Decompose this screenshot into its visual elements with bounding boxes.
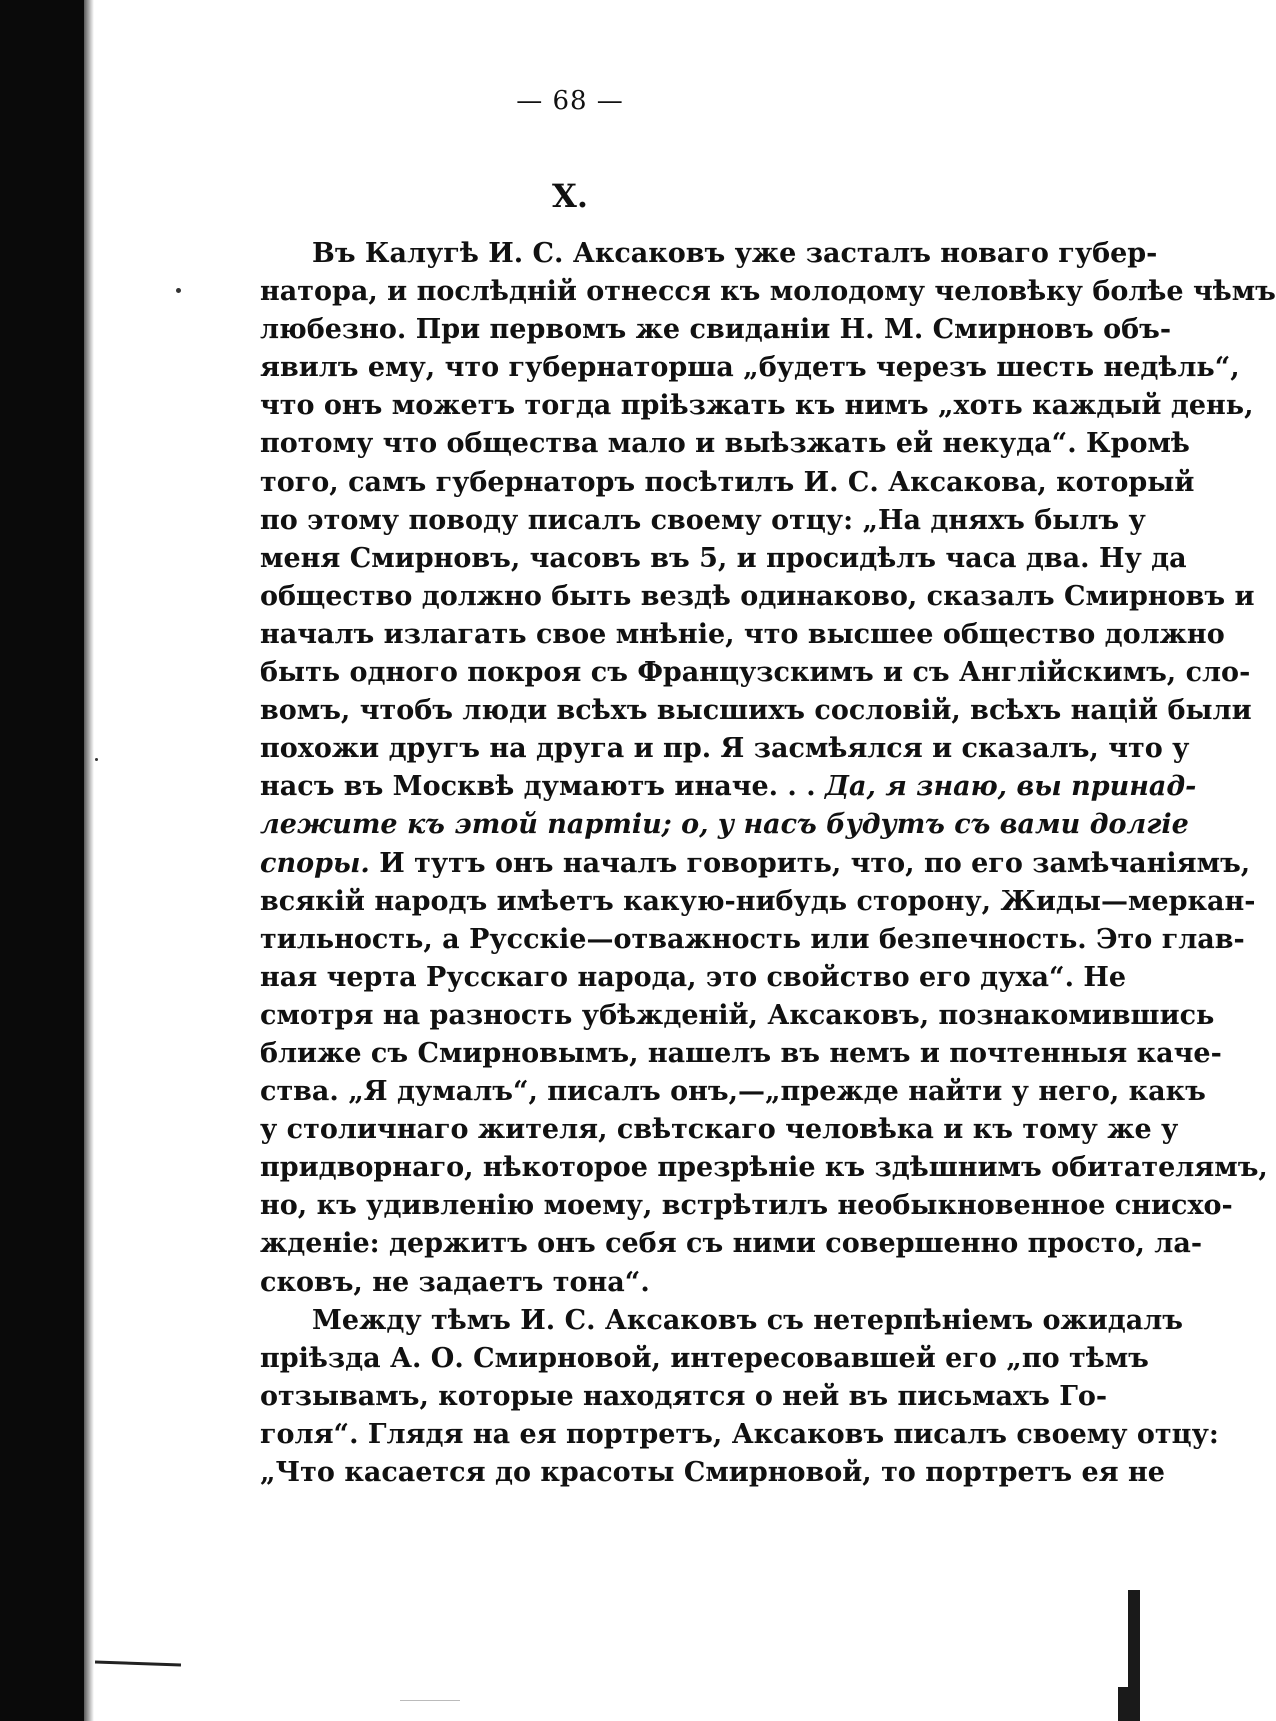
text-line: отзывамъ, которые находятся о ней въ письмахъ Го- — [260, 1380, 1108, 1412]
body-text — [260, 235, 1276, 1492]
text-line: по этому поводу писалъ своему отцу: „На дняхъ былъ у — [260, 504, 1146, 536]
italic-quote: лежите къ этой партіи; о, у насъ будутъ съ вами долгіе — [260, 809, 1189, 841]
text-line: Между тѣмъ И. С. Аксаковъ съ нетерпѣніемъ ожидалъ — [312, 1304, 1184, 1336]
text-line: „Что касается до красоты Смирновой, то портретъ ея не — [260, 1457, 1165, 1488]
text-line: явилъ ему, что губернаторша „будетъ черезъ шесть недѣль“, — [260, 352, 1240, 384]
text-line: потому что общества мало и выѣзжать ей некуда“. Кромѣ — [260, 428, 1190, 460]
bottom-scan-line — [400, 1700, 460, 1701]
text-line: меня Смирновъ, часовъ въ 5, и просидѣлъ часа два. Ну да — [260, 542, 1187, 574]
text-line: любезно. При первомъ же свиданіи Н. М. Смирновъ объ- — [260, 314, 1172, 346]
text-line: ства. „Я думалъ“, писалъ онъ,—„прежде найти у него, какъ — [260, 1076, 1206, 1108]
text-line: вомъ, чтобъ люди всѣхъ высшихъ сословій, всѣхъ націй были — [260, 695, 1252, 727]
text-line: всякій народъ имѣетъ какую-нибудь сторону, Жиды—меркан- — [260, 885, 1256, 917]
text-line: началъ излагать свое мнѣніе, что высшее общество должно — [260, 618, 1225, 650]
text-line: жденіе: держитъ онъ себя съ ними совершенно просто, ла- — [260, 1228, 1203, 1260]
italic-quote: споры. — [260, 847, 370, 879]
text-line: того, самъ губернаторъ посѣтилъ И. С. Аксакова, который — [260, 466, 1195, 498]
scan-binding-fade — [84, 0, 94, 1721]
text-line: сковъ, не задаетъ тона“. — [260, 1266, 650, 1298]
margin-ink-mark — [95, 1661, 181, 1667]
scan-binding-shadow — [0, 0, 84, 1721]
text-line: общество должно быть вездѣ одинаково, сказалъ Смирновъ и — [260, 580, 1255, 612]
scan-speck — [95, 758, 98, 761]
text-line — [260, 806, 1189, 844]
text-line: пріѣзда А. О. Смирновой, интересовавшей его „по тѣмъ — [260, 1342, 1149, 1374]
text-line: похожи другъ на друга и пр. Я засмѣялся и сказалъ, что у — [260, 733, 1190, 765]
text-line: тильность, а Русскіе—отважность или безпечность. Это глав- — [260, 923, 1245, 955]
scan-speck — [176, 288, 181, 293]
italic-quote: Да, я знаю, вы принад- — [825, 771, 1197, 803]
text-line: голя“. Глядя на ея портретъ, Аксаковъ писалъ своему отцу: — [260, 1418, 1219, 1450]
text-line: натора, и послѣдній отнесся къ молодому человѣку болѣе чѣмъ — [260, 276, 1276, 308]
page-number: — 68 — — [516, 86, 624, 116]
chapter-heading: X. — [552, 177, 588, 215]
text-line: у столичнаго жителя, свѣтскаго человѣка и къ тому же у — [260, 1114, 1179, 1146]
text-line: ная черта Русскаго народа, это свойство его духа“. Не — [260, 961, 1127, 993]
text-line: смотря на разность убѣжденій, Аксаковъ, познакомившись — [260, 999, 1215, 1031]
text-line: быть одного покроя съ Французскимъ и съ Англійскимъ, сло- — [260, 657, 1251, 689]
text-line: Въ Калугѣ И. С. Аксаковъ уже засталъ новаго губер- — [312, 238, 1158, 269]
text-line: споры. И тутъ онъ началъ говорить, что, по его замѣчаніямъ, — [260, 847, 1251, 879]
text-line: ближе съ Смирновымъ, нашелъ въ немъ и почтенныя каче- — [260, 1037, 1222, 1069]
corner-ink-mark — [1128, 1590, 1140, 1721]
text-line: насъ въ Москвѣ думаютъ иначе. . . Да, я знаю, вы принад- — [260, 771, 1197, 803]
text-line: что онъ можетъ тогда пріѣзжать къ нимъ „хоть каждый день, — [260, 390, 1254, 422]
text-line: придворнаго, нѣкоторое презрѣніе къ здѣшнимъ обитателямъ, — [260, 1152, 1268, 1184]
text-line: но, къ удивленію моему, встрѣтилъ необыкновенное снисхо- — [260, 1190, 1233, 1222]
